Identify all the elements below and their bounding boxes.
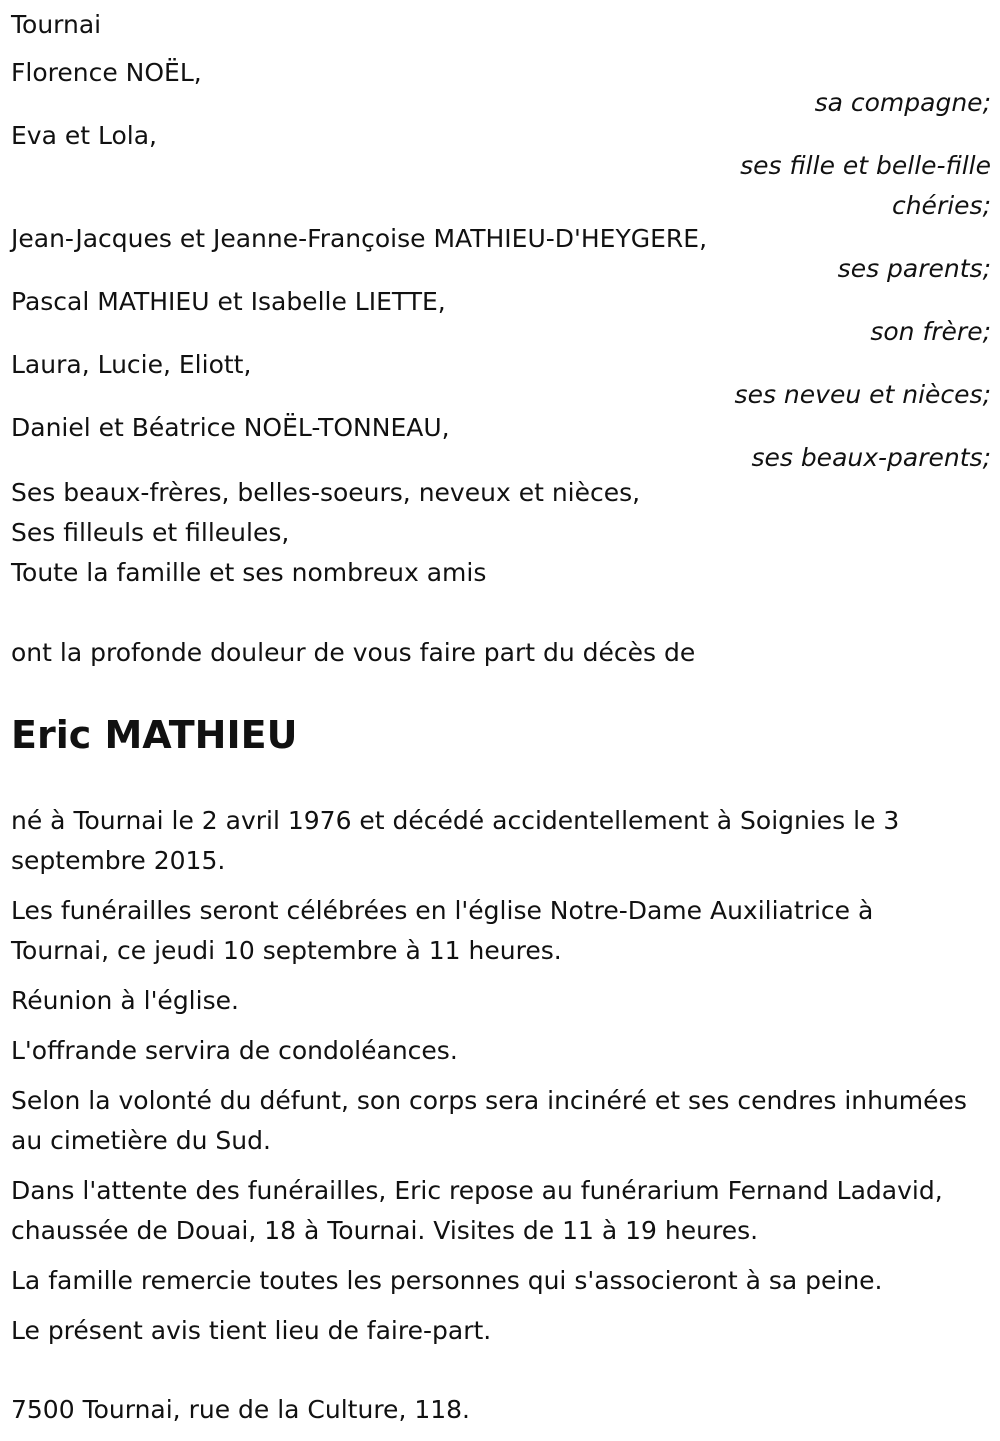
family-entry [11,349,991,415]
family-relation: son frère; [870,317,991,346]
family-name: Eva et Lola, [11,121,157,150]
family-entry [11,286,991,352]
family-relation: ses beaux-parents; [751,443,991,472]
family-entry [11,223,991,289]
header-city: Tournai [11,10,102,39]
other-relatives-line: Ses beaux-frères, belles-soeurs, neveux et nièces, [11,478,641,507]
birth-death-paragraph: né à Tournai le 2 avril 1976 et décédé accidentellement à Soignies le 3 septembre 2015. [11,806,900,875]
family-relation-continued: chéries; [891,191,991,220]
offering-paragraph: L'offrande servira de condoléances. [11,1036,458,1065]
other-relatives-line: Ses filleuls et filleules, [11,518,290,547]
cremation-paragraph: Selon la volonté du défunt, son corps sera incinéré et ses cendres inhumées au cimetière du Sud. [11,1086,967,1155]
funeral-paragraph: Les funérailles seront célébrées en l'église Notre-Dame Auxiliatrice à Tournai, ce jeudi 10 septembre à 11 heures. [11,896,874,965]
family-relation: sa compagne; [814,88,991,117]
funeral-home-paragraph: Dans l'attente des funérailles, Eric repose au funérarium Fernand Ladavid, chaussée de Douai, 18 à Tournai. Visites de 11 à 19 heures. [11,1176,943,1245]
family-relation: ses fille et belle-fille [740,151,991,180]
meeting-paragraph: Réunion à l'église. [11,986,239,1015]
deceased-name: Eric MATHIEU [11,713,298,757]
thanks-paragraph: La famille remercie toutes les personnes qui s'associeront à sa peine. [11,1266,883,1295]
notice-paragraph: Le présent avis tient lieu de faire-part. [11,1316,492,1345]
address: 7500 Tournai, rue de la Culture, 118. [11,1395,470,1424]
family-entry [11,412,991,478]
family-entry [11,57,991,123]
family-name: Pascal MATHIEU et Isabelle LIETTE, [11,287,446,316]
other-relatives [11,473,991,593]
announcement-text: ont la profonde douleur de vous faire part du décès de [11,638,696,667]
family-relation: ses parents; [837,254,991,283]
family-name: Laura, Lucie, Eliott, [11,350,252,379]
family-name: Daniel et Béatrice NOËL-TONNEAU, [11,413,450,442]
family-entry [11,120,991,226]
other-relatives-line: Toute la famille et ses nombreux amis [11,558,487,587]
family-relation: ses neveu et nièces; [734,380,991,409]
family-name: Florence NOËL, [11,58,202,87]
family-name: Jean-Jacques et Jeanne-Françoise MATHIEU-D'HEYGERE, [11,224,708,253]
